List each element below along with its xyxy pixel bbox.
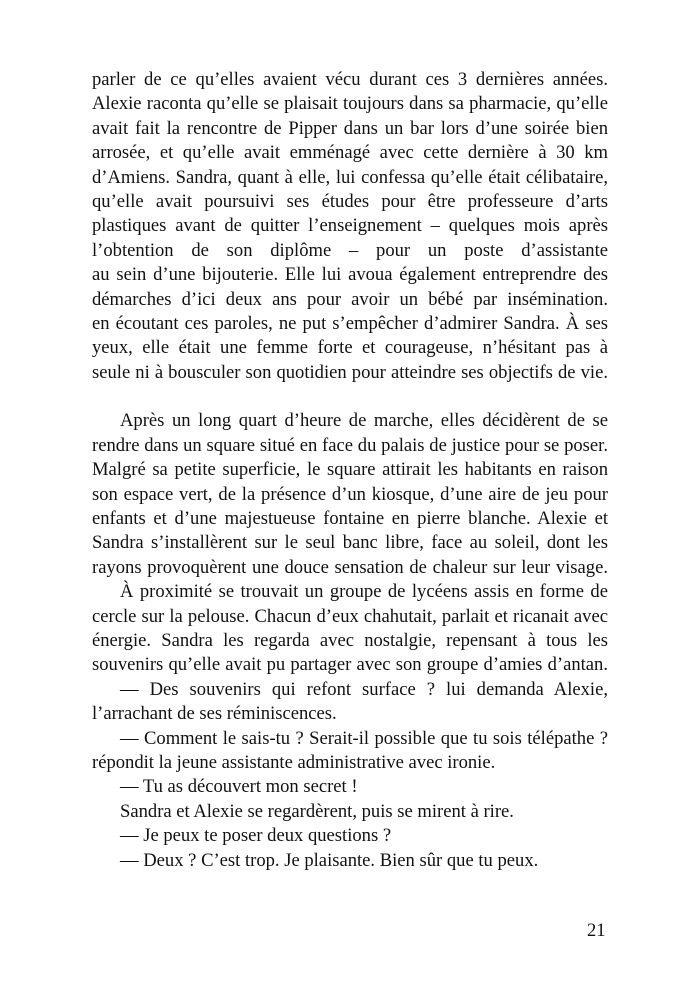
text-line: — Comment le sais-tu ? Serait-il possible que tu sois télépathe ? (120, 727, 608, 749)
text-line: en écoutant ces paroles, ne put s’empêcher d’admirer Sandra. À ses (92, 312, 608, 334)
dialogue-4: — Je peux te poser deux questions ? (120, 825, 392, 847)
text-line: souvenirs qu’elle avait pu partager avec son groupe d’amies d’antan. (92, 654, 608, 676)
text-line: Sandra s’installèrent sur le seul banc libre, face au soleil, dont les (92, 532, 608, 554)
dialogue-2 (92, 727, 608, 776)
text-line: démarches d’ici deux ans pour avoir un bébé par insémination. (92, 288, 608, 310)
text-line: au sein d’une bijouterie. Elle lui avoua également entreprendre des (92, 264, 608, 286)
text-line: rendre dans un square situé en face du palais de justice pour se poser. (92, 434, 608, 456)
text-line: son espace vert, de la présence d’un kiosque, d’une aire de jeu pour (92, 483, 608, 505)
paragraph-3 (92, 580, 608, 678)
text-line: Malgré sa petite superficie, le square attirait les habitants en raison (92, 459, 608, 481)
text-line: rayons provoquèrent une douce sensation de chaleur sur leur visage. (92, 556, 608, 578)
text-line: l’obtention de son diplôme – pour un poste d’assistante (92, 239, 608, 261)
text-line: énergie. Sandra les regarda avec nostalgie, repensant à tous les (92, 629, 608, 651)
text-line: l’arrachant de ses réminiscences. (92, 703, 337, 725)
text-line: seule ni à bousculer son quotidien pour atteindre ses objectifs de vie. (92, 361, 608, 383)
text-line: Alexie raconta qu’elle se plaisait toujours dans sa pharmacie, qu’elle (92, 93, 608, 115)
paragraph-2 (92, 409, 608, 580)
text-line: plastiques avant de quitter l’enseignement – quelques mois après (92, 215, 608, 237)
dialogue-3: — Tu as découvert mon secret ! (120, 776, 358, 798)
dialogue-5: — Deux ? C’est trop. Je plaisante. Bien sûr que tu peux. (120, 849, 539, 871)
narration-line: Sandra et Alexie se regardèrent, puis se mirent à rire. (120, 800, 514, 822)
text-line: À proximité se trouvait un groupe de lycéens assis en forme de (120, 581, 608, 603)
text-line: parler de ce qu’elles avaient vécu durant ces 3 dernières années. (92, 69, 608, 90)
text-line: — Des souvenirs qui refont surface ? lui demanda Alexie, (120, 678, 608, 700)
text-line: enfants et d’une majestueuse fontaine en pierre blanche. Alexie et (92, 508, 608, 530)
dialogue-1 (92, 678, 608, 727)
paragraph-1 (92, 68, 608, 385)
text-line: cercle sur la pelouse. Chacun d’eux chahutait, parlait et ricanait avec (92, 605, 608, 627)
text-line: qu’elle avait poursuivi ses études pour être professeure d’arts (92, 190, 608, 212)
text-line: yeux, elle était une femme forte et courageuse, n’hésitant pas à (92, 337, 608, 359)
page-body (92, 68, 608, 873)
paragraph-gap (92, 385, 608, 409)
text-line: d’Amiens. Sandra, quant à elle, lui confessa qu’elle était célibataire, (92, 166, 608, 188)
text-line: avait fait la rencontre de Pipper dans un bar lors d’une soirée bien (92, 117, 608, 139)
page-number: 21 (587, 920, 606, 941)
text-line: arrosée, et qu’elle avait emménagé avec cette dernière à 30 km (92, 142, 608, 164)
text-line: répondit la jeune assistante administrative avec ironie. (92, 751, 496, 773)
text-line: Après un long quart d’heure de marche, elles décidèrent de se (120, 410, 608, 432)
